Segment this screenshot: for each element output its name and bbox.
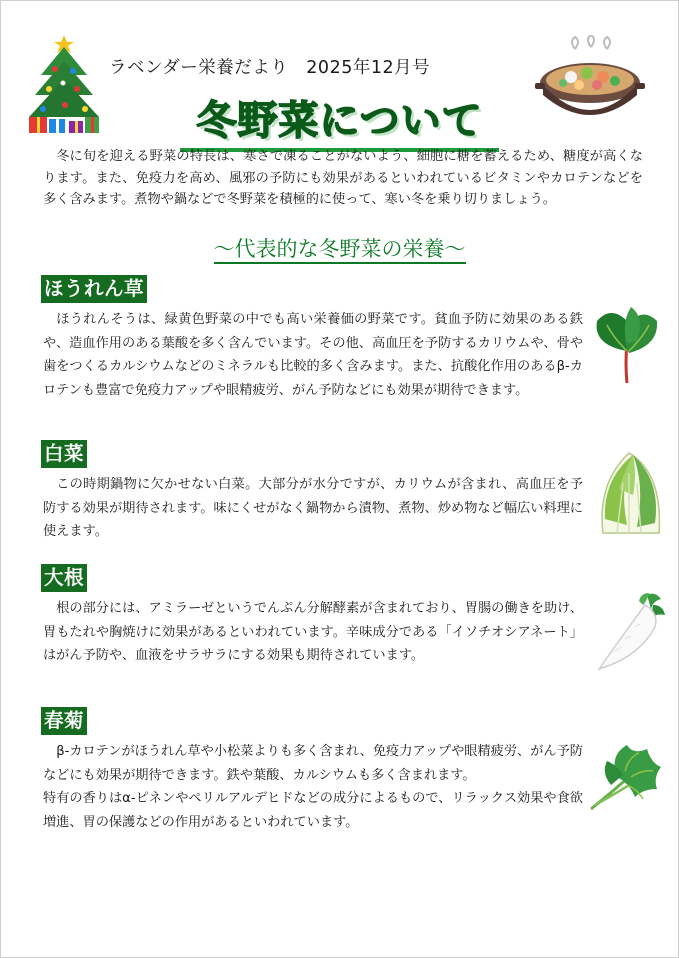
intro-paragraph: 冬に旬を迎える野菜の特長は、寒さで凍ることがないよう、細胞に糖を蓄えるため、糖度が高くなります。また、免疫力を高め、風邪の予防にも効果があるといわれているビタミンやカロテンなどを多く含みます。煮物や鍋などで冬野菜を積極的に使って、寒い冬を乗り切りましょう。 xyxy=(43,149,643,207)
shungiku-icon xyxy=(587,741,665,813)
heading-shungiku: 春菊 xyxy=(41,707,87,735)
text-napa-cabbage: この時期鍋物に欠かせない白菜。大部分が水分ですが、カリウムが含まれ、高血圧を予防する効果が期待されます。味にくせがなく鍋物から漬物、煮物、炒め物など幅広い料理に使えます。 xyxy=(43,477,583,539)
heading-daikon: 大根 xyxy=(41,564,87,592)
spinach-icon xyxy=(593,303,663,385)
page-title xyxy=(1,89,678,152)
text-spinach: ほうれんそうは、緑黄色野菜の中でも高い栄養価の野菜です。貧血予防に効果のある鉄や、造血作用のある葉酸を多く含んでいます。その他、高血圧を予防するカリウムや、骨や歯をつくるカルシウムなどのミネラルも比較的多く含みます。また、抗酸化作用のあるβ-カロテンも豊富で免疫力アップや眼精疲労、がん予防などにも効果が期待できます。 xyxy=(43,312,583,398)
napa-cabbage-icon xyxy=(595,449,665,537)
text-shungiku-extra: 特有の香りはα-ピネンやペリルアルデヒドなどの成分によるもので、リラックス効果や食欲増進、胃の保護などの作用があるといわれています。 xyxy=(43,791,583,830)
text-shungiku-main: β-カロテンがほうれん草や小松菜よりも多く含まれ、免疫力アップや眼精疲労、がん予防などにも効果が期待できます。鉄や葉酸、カルシウムも多く含まれます。 xyxy=(43,744,583,783)
section-subtitle-text: ～代表的な冬野菜の栄養～ xyxy=(214,237,466,264)
newsletter-name: ラベンダー栄養だより 2025年12月号 xyxy=(109,58,431,78)
section-subtitle xyxy=(1,233,678,263)
text-shungiku xyxy=(43,740,583,834)
heading-spinach: ほうれん草 xyxy=(41,275,147,303)
daikon-icon xyxy=(595,591,669,671)
page-title-text: 冬野菜について xyxy=(180,89,498,152)
heading-napa-cabbage: 白菜 xyxy=(41,440,87,468)
text-daikon: 根の部分には、アミラーゼというでんぷん分解酵素が含まれており、胃腸の働きを助け、胃もたれや胸焼けに効果があるといわれています。辛味成分である「イソチオシアネート」はがん予防や、血液をサラサラにする効果も期待されています。 xyxy=(43,601,583,663)
